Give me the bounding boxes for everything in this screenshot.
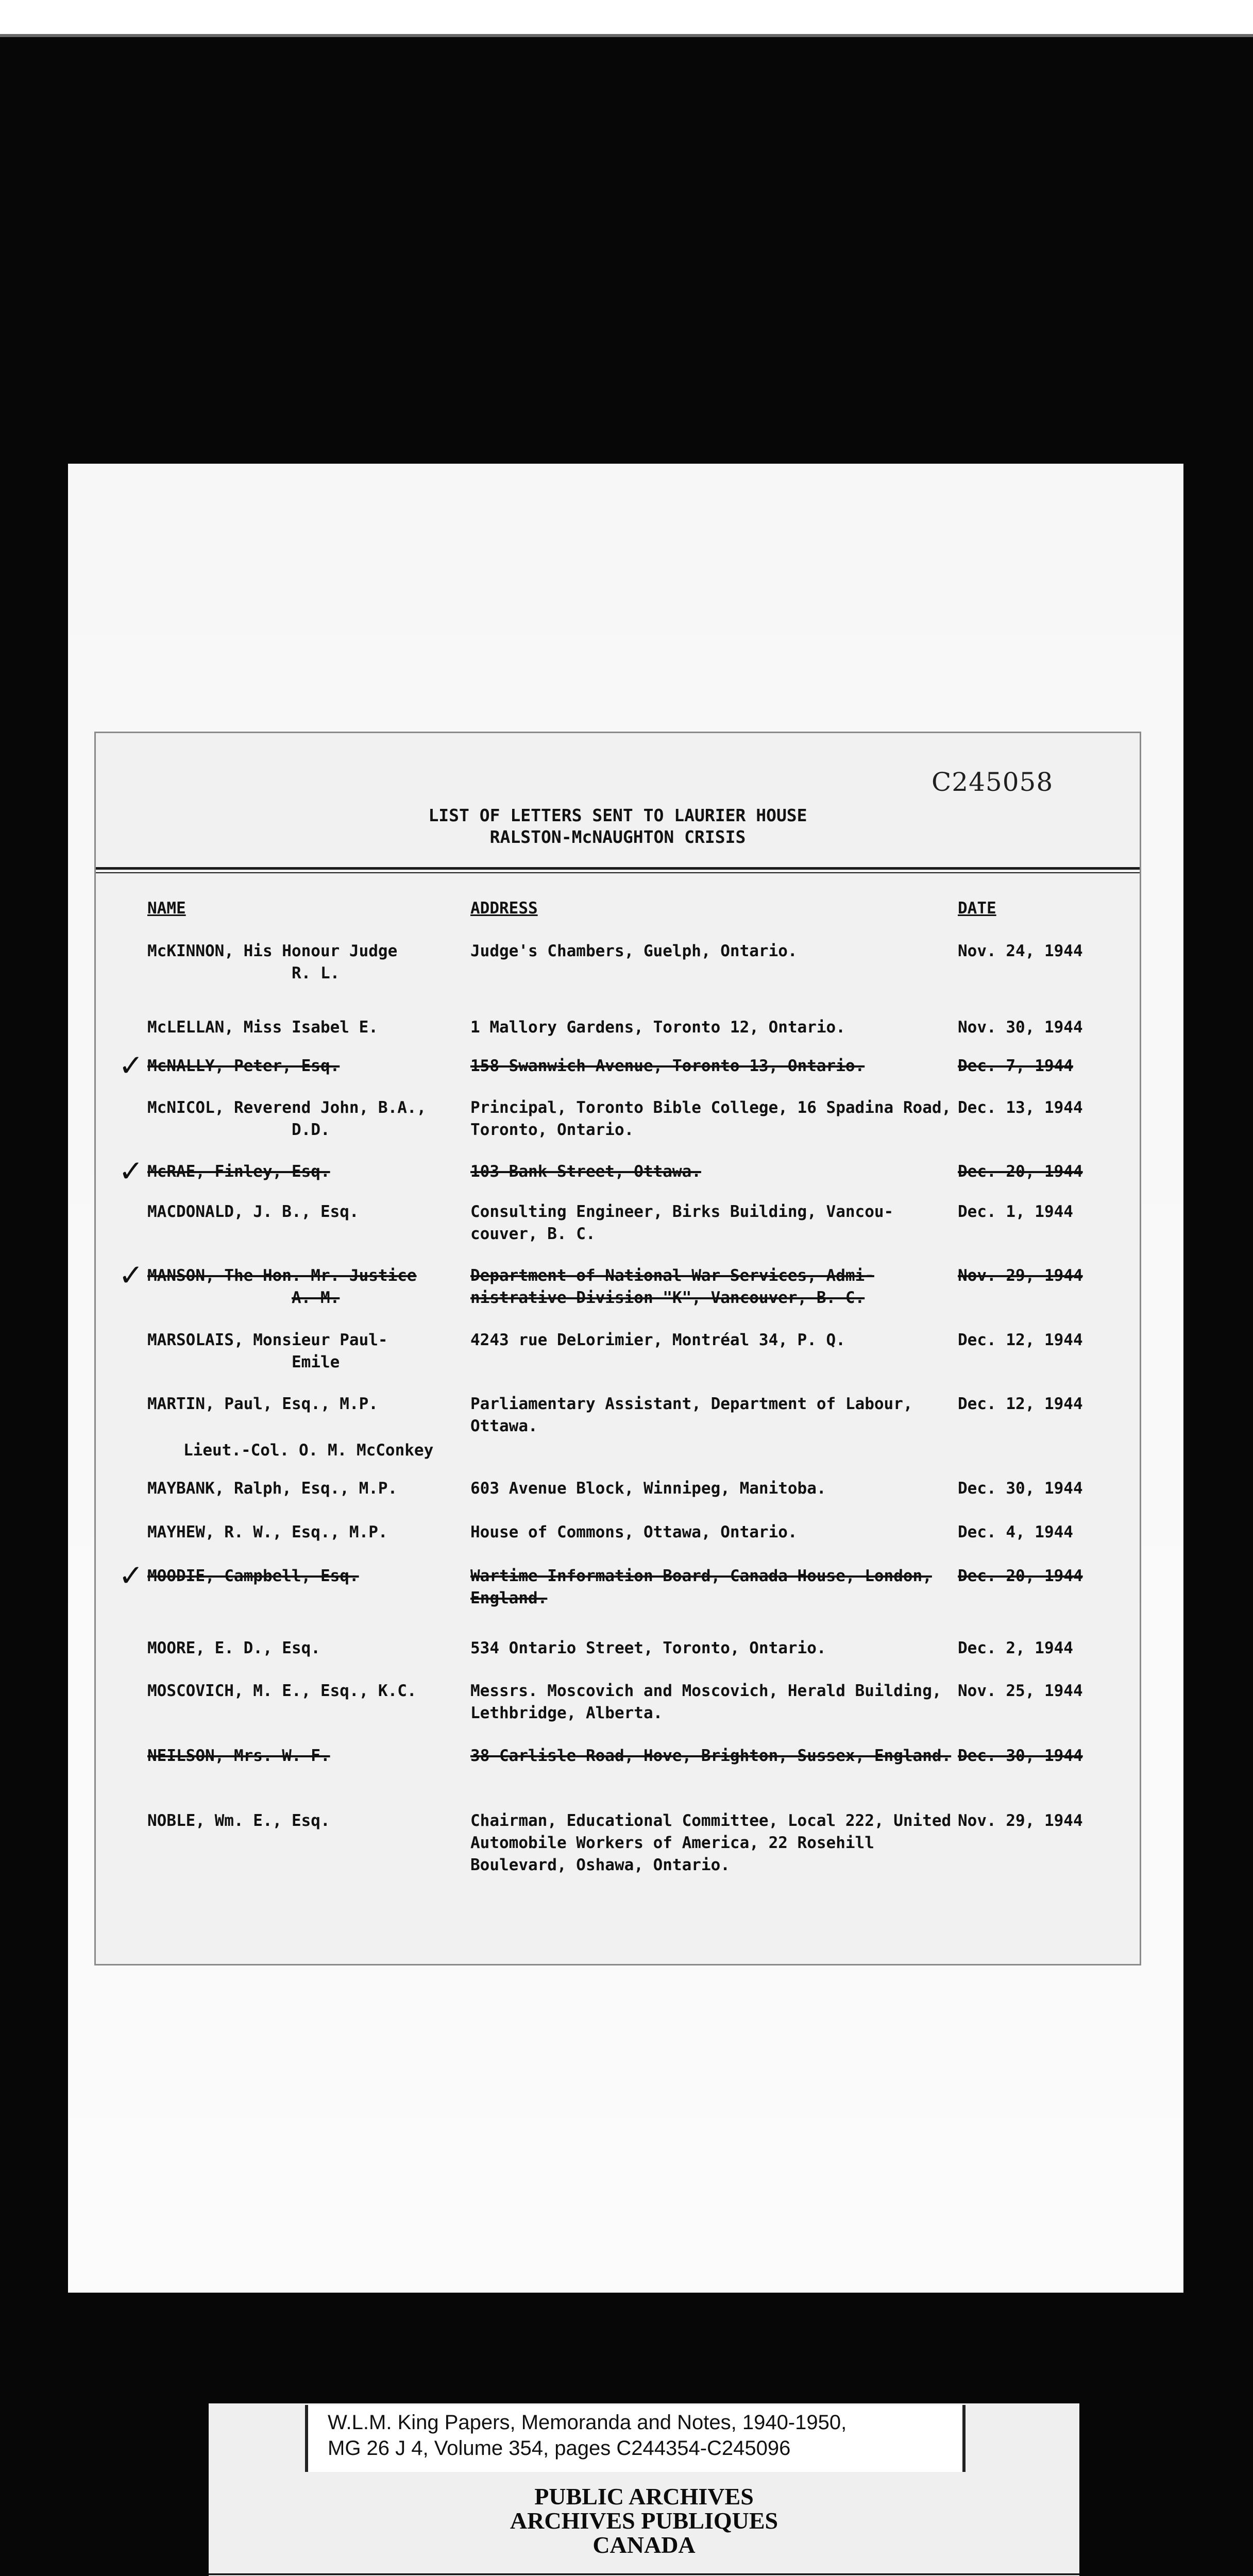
entry-name xyxy=(147,1521,467,1544)
citation-line-2: MG 26 J 4, Volume 354, pages C244354-C245096 xyxy=(328,2437,791,2460)
entry-name-line: MARTIN, Paul, Esq., M.P. xyxy=(147,1395,378,1413)
entry-date: Dec. 20, 1944 xyxy=(958,1567,1083,1585)
entry-address: Parliamentary Assistant, Department of Labour, Ottawa. xyxy=(470,1395,913,1435)
entry-name xyxy=(147,1680,467,1702)
entry-name xyxy=(147,1745,467,1767)
entry-name-line: MANSON, The Hon. Mr. Justice xyxy=(147,1266,417,1285)
entry-name xyxy=(147,1016,467,1039)
entry-name xyxy=(147,1265,467,1309)
header-rule xyxy=(96,867,1140,870)
entry-address: Principal, Toronto Bible College, 16 Spadina Road, Toronto, Ontario. xyxy=(470,1098,952,1139)
entry-date: Nov. 30, 1944 xyxy=(958,1018,1083,1037)
entry-date: Dec. 30, 1944 xyxy=(958,1747,1083,1765)
entry-address: Department of National War Services, Admi- nistrative Division "K", Vancouver, B. C. xyxy=(470,1266,874,1307)
document-number: C245058 xyxy=(932,767,1054,797)
check-mark-icon: ✓ xyxy=(118,1558,144,1593)
entry-name xyxy=(147,1565,467,1587)
entry-date: Dec. 7, 1944 xyxy=(958,1057,1073,1075)
citation-line-1: W.L.M. King Papers, Memoranda and Notes, 1940-1950, xyxy=(328,2411,847,2434)
title-line-2: RALSTON-McNAUGHTON CRISIS xyxy=(489,827,746,847)
column-header-date: DATE xyxy=(958,899,996,918)
entry-name xyxy=(147,1201,467,1223)
entry-date: Dec. 13, 1944 xyxy=(958,1098,1083,1117)
entry-name xyxy=(147,1637,467,1659)
entry-address: 158 Swanwich Avenue, Toronto 13, Ontario. xyxy=(470,1057,865,1075)
entry-date: Dec. 4, 1944 xyxy=(958,1523,1073,1541)
entry-annotation: Lieut.-Col. O. M. McConkey xyxy=(183,1441,434,1460)
entry-date: Dec. 30, 1944 xyxy=(958,1479,1083,1498)
archive-country: CANADA xyxy=(592,2532,696,2558)
entry-name-continuation: A. M. xyxy=(292,1289,340,1307)
entry-address: Wartime Information Board, Canada House, London, England. xyxy=(470,1567,932,1607)
entry-date: Nov. 29, 1944 xyxy=(958,1266,1083,1285)
entry-address: House of Commons, Ottawa, Ontario. xyxy=(470,1523,798,1541)
entry-name-line: MAYBANK, Ralph, Esq., M.P. xyxy=(147,1479,398,1498)
top-margin xyxy=(0,0,1253,36)
check-mark-icon: ✓ xyxy=(118,1048,144,1083)
entry-address: 4243 rue DeLorimier, Montréal 34, P. Q. xyxy=(470,1331,845,1349)
entry-date: Dec. 2, 1944 xyxy=(958,1639,1073,1657)
check-mark-icon: ✓ xyxy=(118,1258,144,1293)
entry-date: Dec. 1, 1944 xyxy=(958,1202,1073,1221)
entry-address: 103 Bank Street, Ottawa. xyxy=(470,1162,701,1181)
column-header-name: NAME xyxy=(147,899,186,918)
entry-address: Judge's Chambers, Guelph, Ontario. xyxy=(470,942,798,960)
entry-date: Dec. 12, 1944 xyxy=(958,1395,1083,1413)
entry-address: 603 Avenue Block, Winnipeg, Manitoba. xyxy=(470,1479,826,1498)
entry-name-continuation: D.D. xyxy=(292,1121,330,1139)
entry-name-line: McLELLAN, Miss Isabel E. xyxy=(147,1018,378,1037)
header-rule-thin xyxy=(96,872,1140,873)
entry-name-line: NEILSON, Mrs. W. F. xyxy=(147,1747,330,1765)
citation-box xyxy=(305,2405,966,2472)
entry-name-continuation: R. L. xyxy=(292,964,340,982)
top-divider xyxy=(0,34,1253,37)
document-sheet xyxy=(94,732,1141,1965)
entry-name-line: MARSOLAIS, Monsieur Paul- xyxy=(147,1331,388,1349)
entry-name-line: MACDONALD, J. B., Esq. xyxy=(147,1202,359,1221)
entry-name-line: McNICOL, Reverend John, B.A., xyxy=(147,1098,427,1117)
entry-date: Nov. 25, 1944 xyxy=(958,1682,1083,1700)
entry-name xyxy=(147,1329,467,1374)
archive-name-en: PUBLIC ARCHIVES xyxy=(534,2483,754,2510)
check-mark-icon: ✓ xyxy=(118,1154,144,1189)
entry-date: Nov. 24, 1944 xyxy=(958,942,1083,960)
title-line-1: LIST OF LETTERS SENT TO LAURIER HOUSE xyxy=(428,805,807,825)
entry-address: Chairman, Educational Committee, Local 222, United Automobile Workers of America, 22 Rosehill Boulevard, Oshawa, Ontario. xyxy=(470,1811,952,1874)
entry-name-line: MOORE, E. D., Esq. xyxy=(147,1639,320,1657)
entry-name-line: McRAE, Finley, Esq. xyxy=(147,1162,330,1181)
entry-name-line: MAYHEW, R. W., Esq., M.P. xyxy=(147,1523,388,1541)
entry-name xyxy=(147,1097,467,1141)
entry-name-line: NOBLE, Wm. E., Esq. xyxy=(147,1811,330,1830)
entry-name xyxy=(147,1055,467,1077)
entry-date: Dec. 20, 1944 xyxy=(958,1162,1083,1181)
entry-address: Messrs. Moscovich and Moscovich, Herald Building, Lethbridge, Alberta. xyxy=(470,1682,942,1722)
entry-name xyxy=(147,1478,467,1500)
entry-date: Nov. 29, 1944 xyxy=(958,1811,1083,1830)
entry-address: 38 Carlisle Road, Hove, Brighton, Sussex, England. xyxy=(470,1747,952,1765)
entry-name-continuation: Emile xyxy=(292,1353,340,1371)
entry-name xyxy=(147,1161,467,1183)
entry-name-line: MOSCOVICH, M. E., Esq., K.C. xyxy=(147,1682,417,1700)
column-header-address: ADDRESS xyxy=(470,899,538,918)
entry-address: Consulting Engineer, Birks Building, Vancou- couver, B. C. xyxy=(470,1202,894,1243)
entry-name-line: McNALLY, Peter, Esq. xyxy=(147,1057,340,1075)
entry-name xyxy=(147,1393,467,1415)
entry-date: Dec. 12, 1944 xyxy=(958,1331,1083,1349)
entry-address: 534 Ontario Street, Toronto, Ontario. xyxy=(470,1639,826,1657)
entry-name xyxy=(147,940,467,985)
entry-name-line: MOODIE, Campbell, Esq. xyxy=(147,1567,359,1585)
entry-name xyxy=(147,1810,467,1832)
entry-name-line: McKINNON, His Honour Judge xyxy=(147,942,398,960)
archive-name-fr: ARCHIVES PUBLIQUES xyxy=(510,2507,778,2534)
entry-address: 1 Mallory Gardens, Toronto 12, Ontario. xyxy=(470,1018,845,1037)
